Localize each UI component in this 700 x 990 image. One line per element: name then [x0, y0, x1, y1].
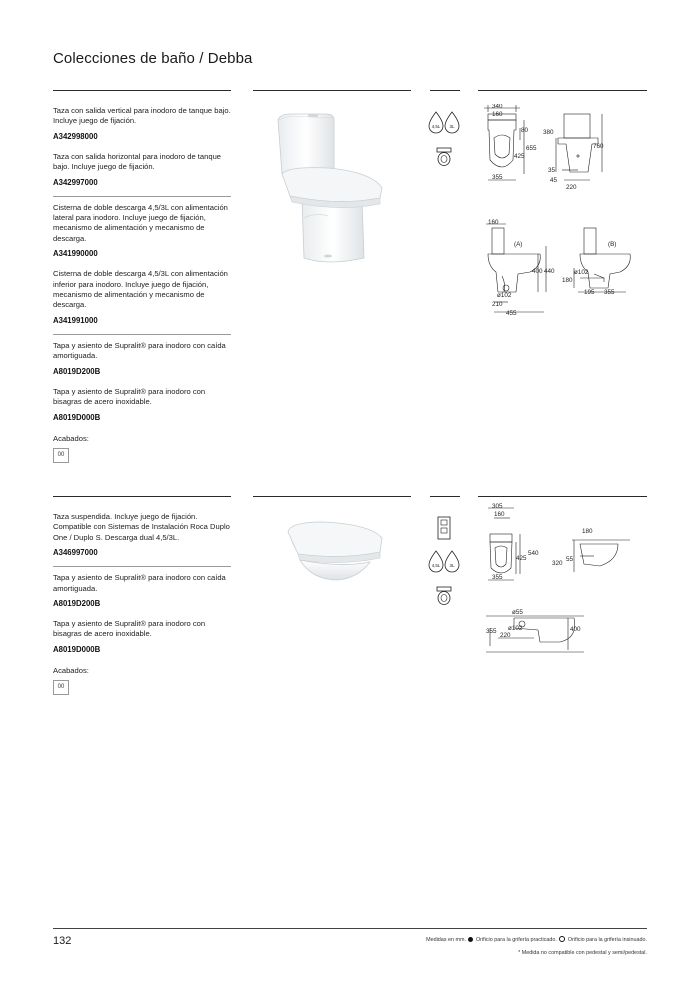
legend-empty-text: Orificio para la grifería insinuado.: [567, 937, 647, 943]
product-description: Tapa y asiento de Supralit® para inodoro con bisagras de acero inoxidable.: [53, 619, 206, 639]
section1-rule-text: [53, 90, 231, 91]
divider: [53, 566, 231, 567]
flush-volume-label: 4,5L: [431, 563, 441, 568]
finish-swatch[interactable]: 00: [53, 680, 69, 695]
dimension-label: 340: [492, 104, 503, 110]
filled-circle-icon: [468, 937, 473, 942]
dimension-label: 355: [604, 289, 615, 296]
dimension-label: 160: [492, 111, 503, 118]
product-code: A8019D200B: [53, 366, 101, 376]
dimension-label: 160: [488, 219, 499, 226]
dimension-label: 455: [506, 310, 517, 317]
product-item: [53, 269, 231, 325]
wall-hung-dimension-drawing: [484, 502, 634, 582]
product-item: [53, 341, 231, 376]
dimension-label: 160: [494, 511, 505, 518]
empty-circle-icon: [559, 936, 565, 942]
dual-flush-icon: [428, 110, 462, 136]
dimension-label: 320: [552, 560, 563, 567]
legend-filled-text: Orificio para la grifería practicado.: [475, 937, 557, 943]
product-description: Tapa y asiento de Supralit® para inodoro con bisagras de acero inoxidable.: [53, 386, 206, 407]
product-description: Cisterna de doble descarga 4,5/3L con alimentación inferior para inodoro. Incluye juego de fijación, mecanismo de alimentación y mecanismo de descarga.: [53, 269, 228, 310]
product-code: A8019D000B: [53, 412, 101, 422]
product-code: A342997000: [53, 177, 98, 187]
section1-rule-diagrams: [478, 90, 647, 91]
wall-hung-toilet-image: [282, 518, 392, 586]
dimension-label: 305: [492, 503, 503, 510]
product-description: Tapa y asiento de Supralit® para inodoro con caída amortiguada.: [53, 340, 226, 361]
dimension-label: 355: [486, 628, 497, 635]
product-item: [53, 106, 231, 141]
product-code: A8019D200B: [53, 599, 101, 609]
dimension-label: 380: [543, 129, 554, 136]
toilet-top-view-icon: [433, 585, 455, 607]
dimension-label: 355: [492, 174, 503, 181]
dimension-label: 355: [492, 574, 503, 581]
finishes-label: Acabados:: [53, 433, 89, 443]
product-code: A346997000: [53, 548, 98, 558]
variant-label: (B): [608, 241, 617, 248]
dimension-label: 55: [566, 556, 574, 563]
product-code: A8019D000B: [53, 644, 101, 654]
product-code: A342998000: [53, 131, 98, 141]
section1-product-list: [53, 106, 231, 463]
dimension-label: 195: [584, 289, 595, 296]
product-item: [53, 387, 231, 422]
footer-rule: [53, 928, 647, 929]
flush-volume-label: 3L: [449, 124, 455, 129]
dimension-label: ø55: [512, 609, 523, 616]
close-coupled-toilet-image: [268, 108, 398, 268]
flush-plate-icon: [437, 516, 451, 540]
flush-volume-label: 4,5L: [431, 124, 441, 129]
section1-rule-image: [253, 90, 411, 91]
product-item: [53, 203, 231, 259]
dimension-label: 180: [582, 528, 593, 535]
page-number: 132: [53, 935, 72, 947]
legend-prefix: Medidas en mm.: [426, 937, 466, 943]
product-item: [53, 152, 231, 187]
finish-swatch[interactable]: 00: [53, 448, 69, 463]
section2-product-list: [53, 512, 231, 695]
dimension-label: 760: [593, 143, 604, 150]
dual-flush-icon: [428, 549, 462, 575]
dimension-label: 45: [550, 177, 558, 184]
finishes: [53, 434, 231, 463]
product-description: Tapa y asiento de Supralit® para inodoro con caída amortiguada.: [53, 573, 226, 593]
dimension-label: 400: [570, 626, 581, 633]
product-code: A341991000: [53, 315, 98, 325]
product-item: [53, 619, 231, 654]
dimension-label: 400: [532, 268, 543, 275]
product-description: Taza con salida vertical para inodoro de tanque bajo. Incluye juego de fijación.: [53, 106, 231, 126]
dimension-label: 210: [492, 301, 503, 308]
dimension-label: 440: [544, 268, 555, 275]
variant-label: (A): [514, 241, 523, 248]
dimension-label: 220: [500, 632, 511, 639]
section2-rule-icons: [430, 496, 460, 497]
outlet-dimension-drawing: [480, 218, 640, 318]
product-item: [53, 512, 231, 557]
dimension-label: ø102: [574, 269, 589, 276]
product-item: [53, 573, 231, 608]
finishes-label: Acabados:: [53, 665, 89, 675]
footer-note: * Medida no compatible con pedestal y semi/pedestal.: [518, 950, 647, 956]
wall-hung-side-dimension-drawing: [484, 604, 594, 658]
flush-volume-label: 3L: [449, 563, 455, 568]
dimension-label: ø102: [508, 625, 523, 632]
section1-rule-icons: [430, 90, 460, 91]
page-title: Colecciones de baño / Debba: [53, 50, 253, 67]
toilet-top-view-icon: [433, 146, 455, 168]
section2-rule-text: [53, 496, 231, 497]
dimension-label: 35: [548, 167, 556, 174]
product-description: Taza suspendida. Incluye juego de fijación. Compatible con Sistemas de Instalación Roca Duplo One / Duplo S. Descarga dual 4,5/3L.: [53, 512, 230, 542]
dimension-label: 220: [566, 184, 577, 191]
dimension-label: 80: [521, 127, 529, 134]
dimension-label: 425: [516, 555, 527, 562]
divider: [53, 334, 231, 335]
legend: [426, 936, 647, 943]
divider: [53, 196, 231, 197]
finishes: [53, 666, 231, 695]
section2-rule-diagrams: [478, 496, 647, 497]
dimension-label: 180: [562, 277, 573, 284]
close-coupled-dimension-drawing: [480, 104, 610, 194]
product-description: Taza con salida horizontal para inodoro de tanque bajo. Incluye juego de fijación.: [53, 151, 222, 172]
dimension-label: 655: [526, 145, 537, 152]
dimension-label: 425: [514, 153, 525, 160]
product-code: A341990000: [53, 249, 98, 259]
product-description: Cisterna de doble descarga 4,5/3L con alimentación lateral para inodoro. Incluye juego de fijación, mecanismo de alimentación y mecanismo de descarga.: [53, 202, 228, 243]
dimension-label: ø102: [497, 292, 512, 299]
dimension-label: 540: [528, 550, 539, 557]
section2-rule-image: [253, 496, 411, 497]
